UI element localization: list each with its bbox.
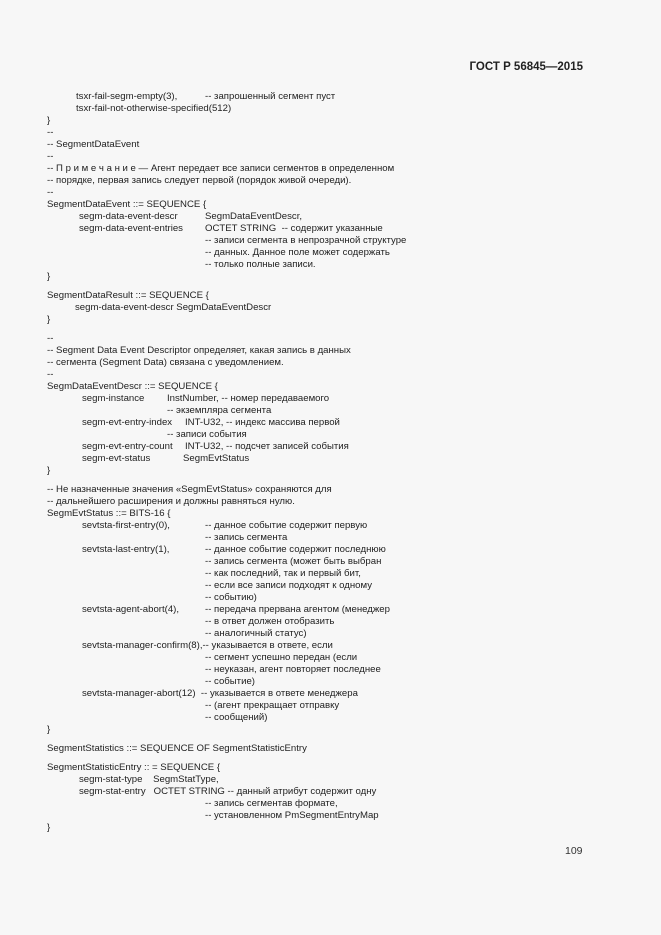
code-line: -- данное событие содержит последнюю: [205, 544, 386, 555]
page-number: 109: [565, 845, 583, 857]
code-line: segm-instance: [82, 393, 145, 404]
code-line: SegmentStatistics ::= SEQUENCE OF SegmentStatisticEntry: [47, 743, 307, 754]
code-line: SegmDataEventDescr,: [205, 211, 303, 222]
code-line: -- записи сегмента в непрозрачной структуре: [205, 235, 407, 246]
code-line: -- (агент прекращает отправку: [205, 700, 340, 711]
code-line: -- П р и м е ч а н и е — Агент передает все записи сегментов в определенном: [47, 163, 395, 174]
code-line: sevtsta-first-entry(0),: [82, 520, 170, 531]
code-line: segm-data-event-entries: [79, 223, 183, 234]
code-line: }: [47, 115, 51, 126]
code-line: --: [47, 187, 54, 198]
code-line: --: [47, 333, 54, 344]
code-line: -- SegmentDataEvent: [47, 139, 140, 150]
code-line: -- аналогичный статус): [205, 628, 307, 639]
code-line: sevtsta-manager-confirm(8),-- указывается в ответе, если: [82, 640, 333, 651]
code-line: -- как последний, так и первый бит,: [205, 568, 361, 579]
code-line: -- дальнейшего расширения и должны равняться нулю.: [47, 496, 295, 507]
code-line: -- событию): [205, 592, 257, 603]
code-line: sevtsta-manager-abort(12) -- указывается в ответе менеджера: [82, 688, 358, 699]
code-line: tsxr-fail-not-otherwise-specified(512): [76, 103, 232, 114]
code-line: segm-data-event-descr: [79, 211, 178, 222]
code-line: }: [47, 822, 51, 833]
code-line: -- событие): [205, 676, 255, 687]
code-line: -- неуказан, агент повторяет последнее: [205, 664, 381, 675]
code-line: --: [47, 127, 54, 138]
code-line: -- установленном PmSegmentEntryMap: [205, 810, 379, 821]
code-line: -- если все записи подходят к одному: [205, 580, 373, 591]
code-line: SegmentStatisticEntry :: = SEQUENCE {: [47, 762, 221, 773]
code-line: sevtsta-last-entry(1),: [82, 544, 170, 555]
code-line: SegmDataEventDescr ::= SEQUENCE {: [47, 381, 218, 392]
code-line: -- запись сегмента (может быть выбран: [205, 556, 382, 567]
code-line: -- Не назначенные значения «SegmEvtStatus» сохраняются для: [47, 484, 332, 495]
code-line: -- только полные записи.: [205, 259, 316, 270]
code-line: -- передача прервана агентом (менеджер: [205, 604, 390, 615]
code-line: SegmentDataEvent ::= SEQUENCE {: [47, 199, 207, 210]
code-line: InstNumber, -- номер передаваемого: [167, 393, 330, 404]
code-line: SegmEvtStatus: [183, 453, 250, 464]
code-line: INT-U32, -- подсчет записей события: [185, 441, 349, 452]
code-line: --: [47, 151, 54, 162]
code-line: -- данное событие содержит первую: [205, 520, 368, 531]
code-line: segm-evt-entry-count: [82, 441, 173, 452]
code-line: segm-evt-status: [82, 453, 151, 464]
code-line: -- в ответ должен отобразить: [205, 616, 335, 627]
code-line: segm-stat-entry OCTET STRING -- данный атрибут содержит одну: [79, 786, 377, 797]
code-line: -- записи события: [167, 429, 247, 440]
code-line: }: [47, 271, 51, 282]
code-line: -- запрошенный сегмент пуст: [205, 91, 336, 102]
code-line: -- Segment Data Event Descriptor определяет, какая запись в данных: [47, 345, 351, 356]
code-line: sevtsta-agent-abort(4),: [82, 604, 180, 615]
code-line: }: [47, 314, 51, 325]
code-line: SegmEvtStatus ::= BITS-16 {: [47, 508, 171, 519]
code-line: SegmentDataResult ::= SEQUENCE {: [47, 290, 209, 301]
code-line: -- запись сегмента: [205, 532, 288, 543]
code-line: OCTET STRING -- содержит указанные: [205, 223, 383, 234]
code-line: }: [47, 724, 51, 735]
code-line: INT-U32, -- индекс массива первой: [185, 417, 340, 428]
code-line: -- порядке, первая запись следует первой (порядок живой очереди).: [47, 175, 352, 186]
code-line: tsxr-fail-segm-empty(3),: [76, 91, 178, 102]
code-line: -- сегмент успешно передан (если: [205, 652, 358, 663]
code-line: -- данных. Данное поле может содержать: [205, 247, 390, 258]
code-line: -- запись сегментав формате,: [205, 798, 338, 809]
standard-header: ГОСТ Р 56845—2015: [469, 61, 583, 73]
code-line: -- экземпляра сегмента: [167, 405, 272, 416]
code-line: -- сообщений): [205, 712, 268, 723]
code-line: -- сегмента (Segment Data) связана с уведомлением.: [47, 357, 284, 368]
code-line: }: [47, 465, 51, 476]
code-line: segm-evt-entry-index: [82, 417, 173, 428]
code-line: segm-stat-type SegmStatType,: [79, 774, 219, 785]
code-line: segm-data-event-descr SegmDataEventDescr: [75, 302, 272, 313]
code-line: --: [47, 369, 54, 380]
